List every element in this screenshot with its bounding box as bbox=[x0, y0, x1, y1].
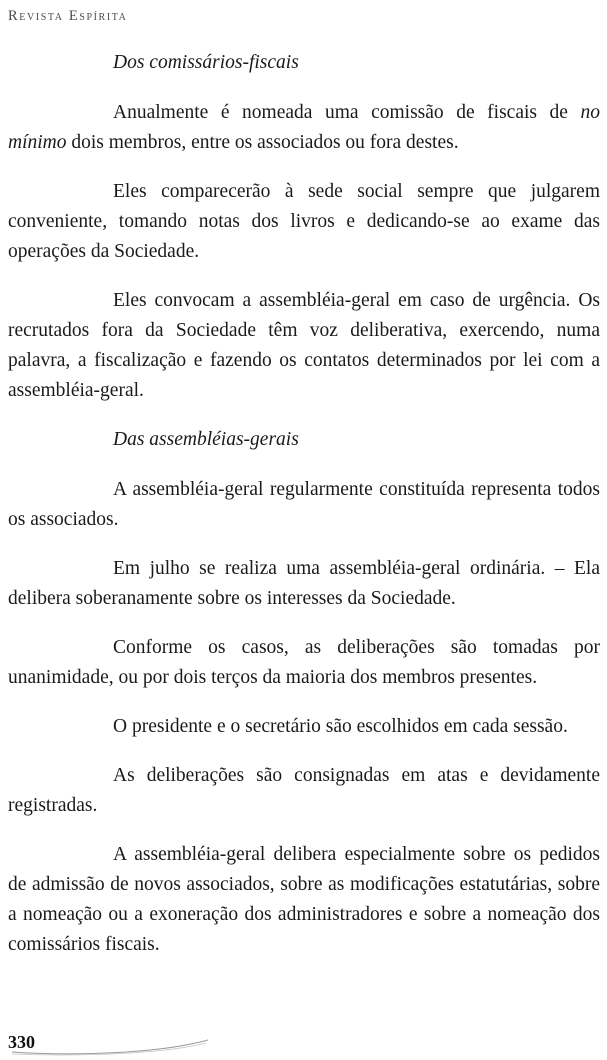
emphasis-text: no mínimo bbox=[8, 102, 600, 153]
paragraph: O presidente e o secretário são escolhidos em cada sessão. bbox=[113, 716, 568, 737]
paragraph: Anualmente é nomeada uma comissão de fiscais de no mínimo dois membros, entre os associados ou fora destes. bbox=[8, 102, 600, 153]
page-body bbox=[8, 48, 600, 979]
page-number: 330 bbox=[8, 1032, 35, 1052]
paragraph: As deliberações são consignadas em atas e devidamente registradas. bbox=[8, 765, 600, 816]
paragraph: Em julho se realiza uma assembléia-geral ordinária. – Ela delibera soberanamente sobre os interesses da Sociedade. bbox=[8, 558, 600, 609]
paragraph: Eles convocam a assembléia-geral em caso de urgência. Os recrutados fora da Sociedade têm voz deliberativa, exercendo, numa palavra, a fiscalização e fazendo os contatos determinados por lei com a assembléia-geral. bbox=[8, 290, 600, 401]
paragraph: Eles comparecerão à sede social sempre que julgarem conveniente, tomando notas dos livros e dedicando-se ao exame das operações da Sociedade. bbox=[8, 181, 600, 262]
paragraph: A assembléia-geral delibera especialmente sobre os pedidos de admissão de novos associados, sobre as modificações estatutárias, sobre a nomeação ou a exoneração dos administradores e sobre a nomeação dos comissários fiscais. bbox=[8, 844, 600, 955]
decorative-swoosh bbox=[8, 1026, 228, 1056]
paragraph: Conforme os casos, as deliberações são tomadas por unanimidade, ou por dois terços da maioria dos membros presentes. bbox=[8, 637, 600, 688]
section-heading-assembleias: Das assembléias-gerais bbox=[113, 429, 299, 450]
page-footer bbox=[8, 1026, 228, 1056]
paragraph: A assembléia-geral regularmente constituída representa todos os associados. bbox=[8, 479, 600, 530]
running-header: Revista Espírita bbox=[8, 8, 128, 24]
section-heading-comissarios: Dos comissários-fiscais bbox=[113, 52, 299, 73]
